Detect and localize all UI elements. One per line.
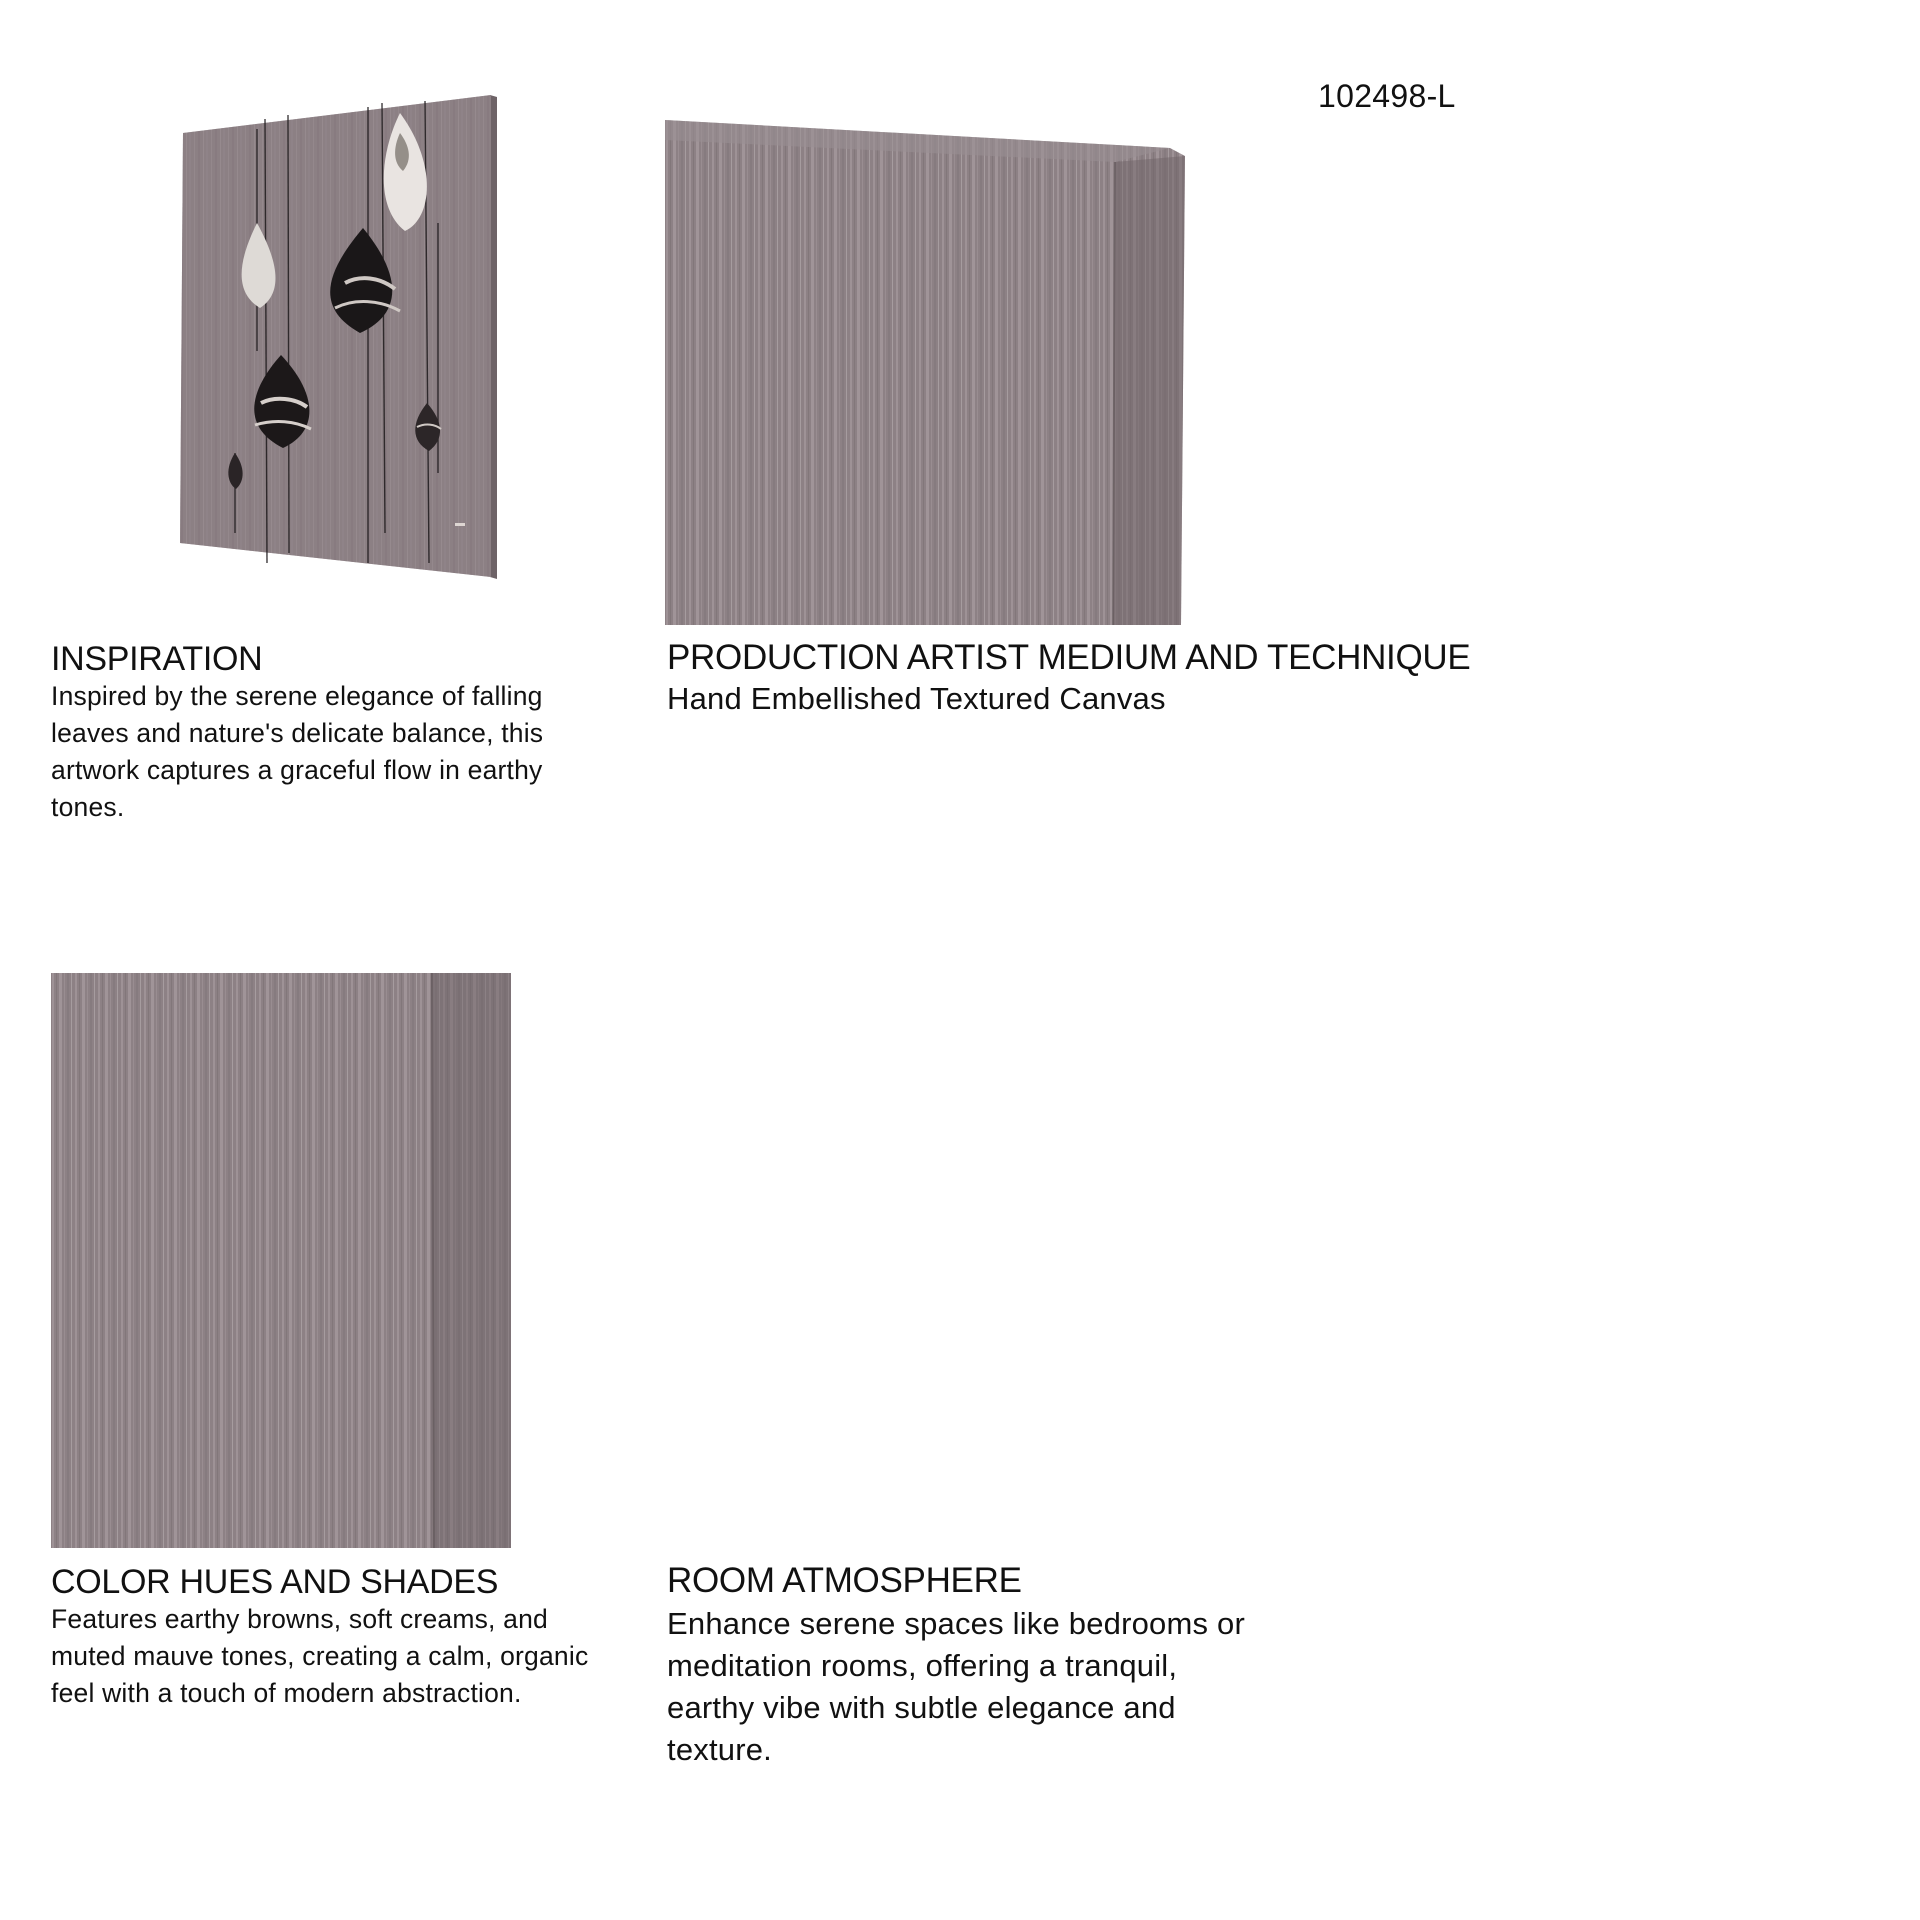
- color-heading: COLOR HUES AND SHADES: [51, 1563, 499, 1601]
- medium-heading: PRODUCTION ARTIST MEDIUM AND TECHNIQUE: [667, 638, 1471, 677]
- color-text: Features earthy browns, soft creams, and muted mauve tones, creating a calm, organic feel with a touch of modern abstraction.: [51, 1604, 589, 1708]
- room-text: Enhance serene spaces like bedrooms or meditation rooms, offering a tranquil, earthy vibe with subtle elegance and texture.: [667, 1606, 1245, 1767]
- product-sku: 102498-L: [1318, 78, 1456, 114]
- artwork-image: [175, 93, 505, 593]
- room-heading: ROOM ATMOSPHERE: [667, 1561, 1022, 1600]
- inspiration-text: Inspired by the serene elegance of falling leaves and nature's delicate balance, this artwork captures a graceful flow in earthy tones.: [51, 681, 544, 822]
- medium-text: Hand Embellished Textured Canvas: [667, 681, 1166, 716]
- inspiration-heading: INSPIRATION: [51, 640, 263, 678]
- canvas-corner-detail-image: [665, 120, 1195, 625]
- canvas-edge-detail-image: [51, 973, 511, 1548]
